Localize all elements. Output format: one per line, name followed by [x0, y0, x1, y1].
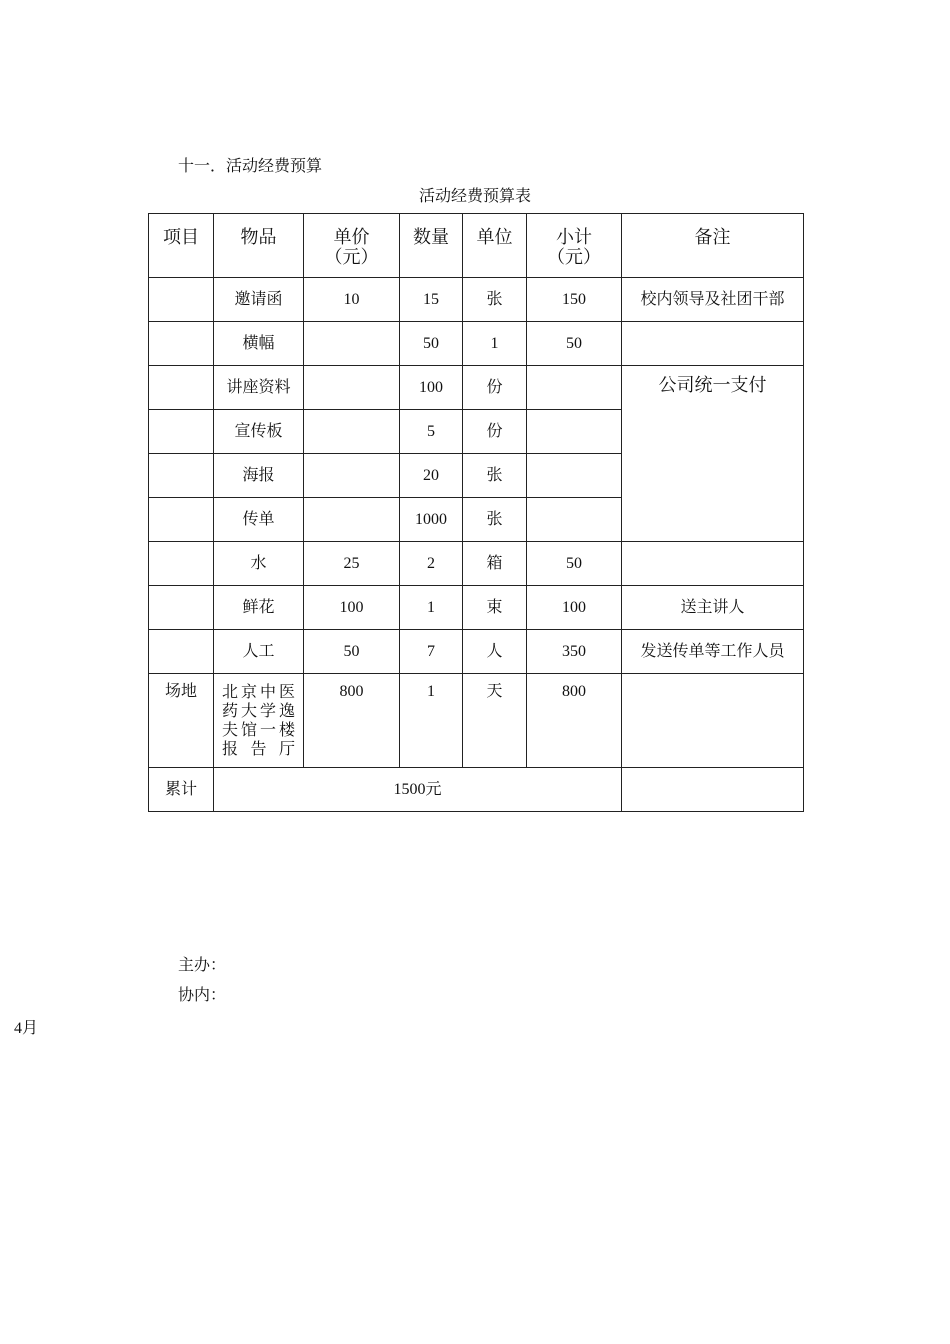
table-row — [149, 586, 804, 630]
cell-subtotal: 800 — [527, 674, 622, 768]
cell-subtotal — [527, 454, 622, 498]
cell-note: 发送传单等工作人员 — [622, 630, 804, 674]
cell-subtotal: 100 — [527, 586, 622, 630]
cell-note — [622, 322, 804, 366]
table-caption: 活动经费预算表 — [418, 188, 531, 205]
total-row — [149, 768, 804, 812]
cell-goods: 人工 — [214, 630, 304, 674]
cell-qty: 20 — [400, 454, 463, 498]
cell-subtotal: 50 — [527, 542, 622, 586]
cell-goods: 横幅 — [214, 322, 304, 366]
cell-note: 送主讲人 — [622, 586, 804, 630]
table-row — [149, 322, 804, 366]
cell-qty: 1 — [400, 586, 463, 630]
header-unit-price — [304, 214, 400, 278]
cell-price: 800 — [304, 674, 400, 768]
cell-item — [149, 542, 214, 586]
cell-item — [149, 498, 214, 542]
cell-price — [304, 454, 400, 498]
cell-qty: 1000 — [400, 498, 463, 542]
cell-subtotal — [527, 498, 622, 542]
header-goods: 物品 — [214, 214, 304, 278]
cell-goods: 海报 — [214, 454, 304, 498]
cell-item: 场地 — [149, 674, 214, 768]
cell-unit: 1 — [463, 322, 527, 366]
section-heading: 十一．活动经费预算 — [178, 158, 323, 175]
cell-goods: 北京中医药大学逸夫馆一楼报告厅 — [214, 674, 304, 768]
cell-unit: 束 — [463, 586, 527, 630]
cell-goods: 邀请函 — [214, 278, 304, 322]
cell-item — [149, 454, 214, 498]
header-subtotal-unit: （元） — [547, 247, 601, 267]
cell-price — [304, 322, 400, 366]
cell-subtotal — [527, 410, 622, 454]
table-row — [149, 366, 804, 410]
cell-price — [304, 366, 400, 410]
header-unit-price-unit: （元） — [324, 247, 379, 267]
cell-unit: 天 — [463, 674, 527, 768]
month-label: 4月 — [14, 1020, 39, 1037]
cell-subtotal: 350 — [527, 630, 622, 674]
cell-item — [149, 586, 214, 630]
header-quantity: 数量 — [400, 214, 463, 278]
header-unit-price-label: 单价 — [333, 227, 370, 247]
merged-note-cell: 公司统一支付 — [622, 366, 804, 542]
header-row — [149, 214, 804, 278]
cell-unit: 张 — [463, 278, 527, 322]
total-label: 累计 — [149, 768, 214, 812]
cell-price — [304, 410, 400, 454]
cell-qty: 50 — [400, 322, 463, 366]
table-row — [149, 630, 804, 674]
cell-unit: 份 — [463, 366, 527, 410]
cell-subtotal: 150 — [527, 278, 622, 322]
cell-item — [149, 410, 214, 454]
cell-unit: 箱 — [463, 542, 527, 586]
table-row — [149, 278, 804, 322]
cell-qty: 1 — [400, 674, 463, 768]
co-organizer-label: 协内： — [178, 987, 227, 1004]
cell-price: 25 — [304, 542, 400, 586]
organizer-label: 主办： — [178, 957, 227, 974]
cell-qty: 7 — [400, 630, 463, 674]
cell-unit: 份 — [463, 410, 527, 454]
header-unit: 单位 — [463, 214, 527, 278]
cell-item — [149, 322, 214, 366]
cell-note — [622, 542, 804, 586]
cell-qty: 100 — [400, 366, 463, 410]
cell-goods: 讲座资料 — [214, 366, 304, 410]
cell-goods: 宣传板 — [214, 410, 304, 454]
cell-item — [149, 366, 214, 410]
cell-item — [149, 278, 214, 322]
header-subtotal-label: 小计 — [556, 227, 592, 247]
cell-unit: 张 — [463, 498, 527, 542]
cell-unit: 人 — [463, 630, 527, 674]
cell-goods: 水 — [214, 542, 304, 586]
header-item: 项目 — [149, 214, 214, 278]
cell-item — [149, 630, 214, 674]
total-value: 1500元 — [214, 768, 622, 812]
cell-goods: 鲜花 — [214, 586, 304, 630]
cell-note — [622, 674, 804, 768]
cell-qty: 15 — [400, 278, 463, 322]
total-note — [622, 768, 804, 812]
cell-price: 50 — [304, 630, 400, 674]
cell-qty: 2 — [400, 542, 463, 586]
cell-unit: 张 — [463, 454, 527, 498]
cell-price — [304, 498, 400, 542]
table-row — [149, 674, 804, 768]
header-remarks: 备注 — [622, 214, 804, 278]
cell-subtotal — [527, 366, 622, 410]
cell-note: 校内领导及社团干部 — [622, 278, 804, 322]
cell-price: 10 — [304, 278, 400, 322]
cell-goods: 传单 — [214, 498, 304, 542]
header-subtotal — [527, 214, 622, 278]
budget-table — [148, 213, 804, 812]
cell-price: 100 — [304, 586, 400, 630]
cell-subtotal: 50 — [527, 322, 622, 366]
table-row — [149, 542, 804, 586]
cell-qty: 5 — [400, 410, 463, 454]
